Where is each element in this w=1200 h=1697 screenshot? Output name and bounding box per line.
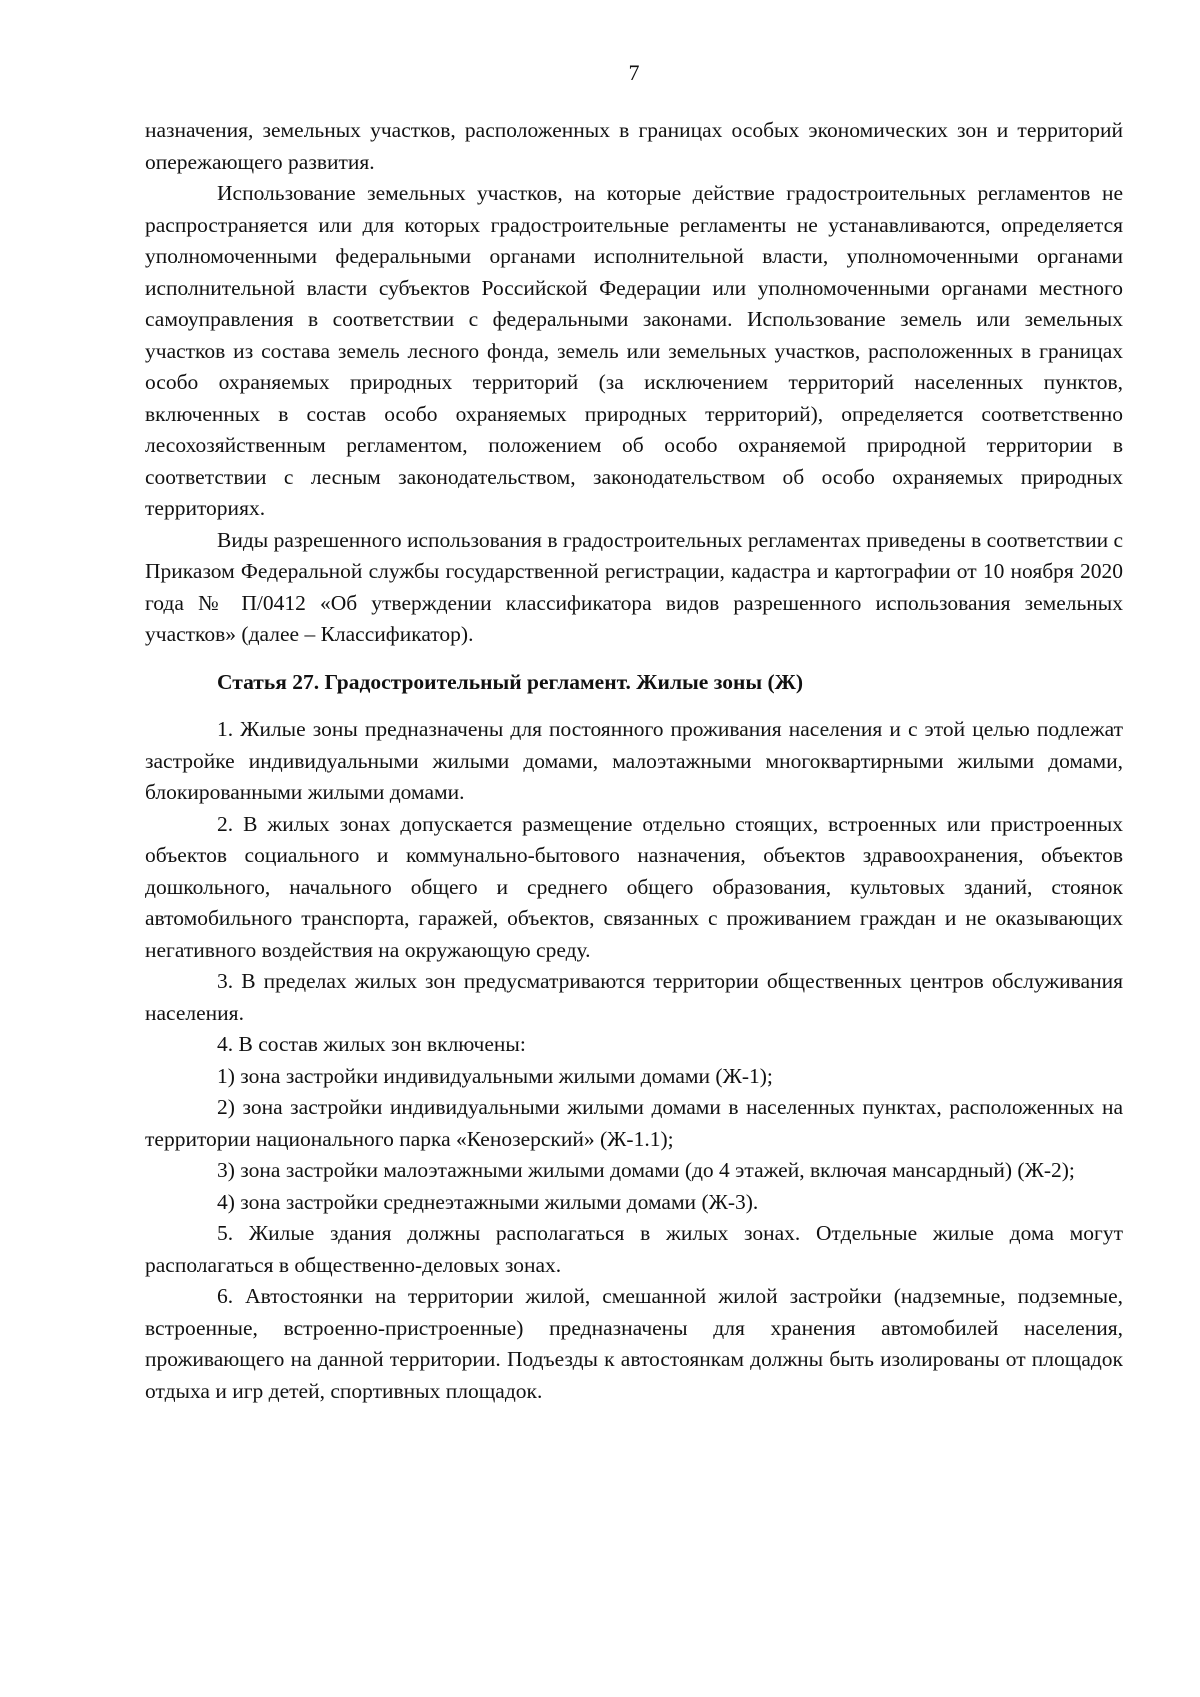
paragraph-item-6: 6. Автостоянки на территории жилой, смешанной жилой застройки (надземные, подземные, встроенные, встроенно-пристроенные) предназначены для хранения автомобилей населения, проживающего на данной территории. Подъезды к автостоянкам должны быть изолированы от площадок отдыха и игр детей, спортивных площадок. bbox=[145, 1284, 1123, 1403]
paragraph-subitem-3: 3) зона застройки малоэтажными жилыми домами (до 4 этажей, включая мансардный) (Ж-2); bbox=[217, 1158, 1075, 1182]
paragraph-item-2: 2. В жилых зонах допускается размещение отдельно стоящих, встроенных или пристроенных объектов социального и коммунально-бытового назначения, объектов здравоохранения, объектов дошкольного, начального общего и среднего общего образования, культовых зданий, стоянок автомобильного транспорта, гаражей, объектов, связанных с проживанием граждан и не оказывающих негативного воздействия на окружающую среду. bbox=[145, 811, 1123, 962]
paragraph-item-5: 5. Жилые здания должны располагаться в жилых зонах. Отдельные жилые дома могут располагаться в общественно-деловых зонах. bbox=[145, 1221, 1123, 1277]
paragraph-item-4: 4. В состав жилых зон включены: bbox=[217, 1032, 526, 1056]
paragraph-land-use: Использование земельных участков, на которые действие градостроительных регламентов не распространяется или для которых градостроительные регламенты не устанавливаются, определяется уполномоченными федеральными органами исполнительной власти, уполномоченными органами исполнительной власти субъектов Российской Федерации или уполномоченными органами местного самоуправления в соответствии с федеральными законами. Использование земель или земельных участков из состава земель лесного фонда, земель или земельных участков, расположенных в границах особо охраняемых природных территорий (за исключением территорий населенных пунктов, включенных в состав особо охраняемых природных территорий), определяется соответственно лесохозяйственным регламентом, положением об особо охраняемой природной территории в соответствии с лесным законодательством, законодательством об особо охраняемых природных территориях. bbox=[145, 181, 1123, 520]
article-heading: Статья 27. Градостроительный регламент. Жилые зоны (Ж) bbox=[217, 669, 804, 694]
page-number: 7 bbox=[628, 60, 640, 85]
paragraph-item-1: 1. Жилые зоны предназначены для постоянного проживания населения и с этой целью подлежат застройке индивидуальными жилыми домами, малоэтажными многоквартирными жилыми домами, блокированными жилыми домами. bbox=[145, 717, 1123, 804]
paragraph-permitted-use-types: Виды разрешенного использования в градостроительных регламентах приведены в соответствии с Приказом Федеральной службы государственной регистрации, кадастра и картографии от 10 ноября 2020 года № П/0412 «Об утверждении классификатора видов разрешенного использования земельных участков» (далее – Классификатор). bbox=[145, 527, 1123, 646]
document-body bbox=[145, 115, 1123, 1407]
paragraph-subitem-4: 4) зона застройки среднеэтажными жилыми домами (Ж-3). bbox=[217, 1189, 759, 1214]
paragraph-item-3: 3. В пределах жилых зон предусматриваются территории общественных центров обслуживания населения. bbox=[145, 969, 1123, 1025]
paragraph-continuation: назначения, земельных участков, расположенных в границах особых экономических зон и территорий опережающего развития. bbox=[145, 118, 1123, 174]
paragraph-subitem-2: 2) зона застройки индивидуальными жилыми домами в населенных пунктах, расположенных на территории национального парка «Кенозерский» (Ж-1.1); bbox=[145, 1095, 1123, 1151]
paragraph-subitem-1: 1) зона застройки индивидуальными жилыми домами (Ж-1); bbox=[217, 1063, 773, 1088]
